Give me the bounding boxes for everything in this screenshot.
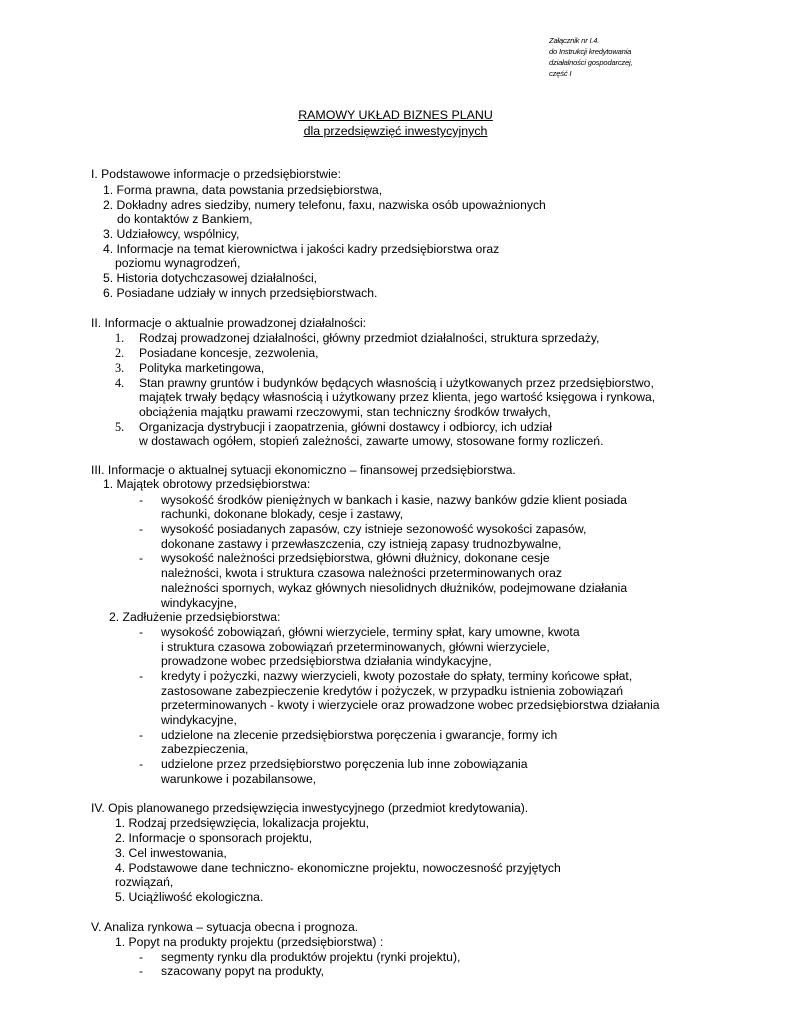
annex-line: część I bbox=[549, 69, 572, 78]
section-heading: V. Analiza rynkowa – sytuacja obecna i prognoza. bbox=[91, 920, 359, 934]
bullet-continuation: należności spornych, wykaz głównych niesolidnych dłużników, podejmowane działania bbox=[161, 581, 628, 595]
section-heading: III. Informacje o aktualnej sytuacji ekonomiczno – finansowej przedsiębiorstwa. bbox=[91, 463, 516, 477]
bullet-continuation: windykacyjne, bbox=[161, 596, 237, 610]
bullet-dash: - bbox=[139, 669, 144, 683]
annex-line: do Instrukcji kredytowania bbox=[549, 47, 632, 56]
bullet-item: segmenty rynku dla produktów projektu (rynki projektu), bbox=[161, 950, 461, 964]
bullet-dash: - bbox=[139, 493, 144, 507]
list-item-continuation: poziomu wynagrodzeń, bbox=[115, 256, 241, 270]
bullet-dash: - bbox=[139, 950, 144, 964]
document-title: RAMOWY UKŁAD BIZNES PLANU bbox=[298, 108, 493, 122]
list-number: 1. bbox=[115, 331, 125, 345]
bullet-item: udzielone przez przedsiębiorstwo poręczenia lub inne zobowiązania bbox=[161, 757, 528, 771]
subsection-heading: 1. Majątek obrotowy przedsiębiorstwa: bbox=[103, 477, 311, 491]
list-item: 5. Historia dotychczasowej działalności, bbox=[103, 271, 318, 285]
list-item-continuation: w dostawach ogółem, stopień zależności, zawarte umowy, stosowane formy rozliczeń. bbox=[139, 434, 604, 448]
bullet-item: wysokość należności przedsiębiorstwa, główni dłużnicy, dokonane cesje bbox=[161, 551, 550, 565]
section-heading: I. Podstawowe informacje o przedsiębiorstwie: bbox=[91, 167, 341, 181]
bullet-continuation: zastosowane zabezpieczenie kredytów i pożyczek, w przypadku istnienia zobowiązań bbox=[161, 684, 624, 698]
list-item: 2. Informacje o sponsorach projektu, bbox=[115, 831, 313, 845]
bullet-continuation: rachunki, dokonane blokady, cesje i zastawy, bbox=[161, 507, 404, 521]
bullet-dash: - bbox=[139, 522, 144, 536]
list-item: Stan prawny gruntów i budynków będących własnością i użytkowanych przez przedsiębiorstwo, bbox=[139, 376, 654, 390]
bullet-item: wysokość zobowiązań, główni wierzyciele, terminy spłat, kary umowne, kwota bbox=[161, 625, 580, 639]
list-number: 2. bbox=[115, 346, 125, 360]
annex-line: działalności gospodarczej, bbox=[549, 58, 633, 67]
list-item-continuation: rozwiązań, bbox=[115, 875, 174, 889]
annex-note bbox=[549, 35, 632, 79]
subsection-heading: 1. Popyt na produkty projektu (przedsiębiorstwa) : bbox=[115, 935, 384, 949]
list-item: Rodzaj prowadzonej działalności, główny przedmiot działalności, struktura sprzedaży, bbox=[139, 331, 600, 345]
bullet-continuation: przeterminowanych - kwoty i wierzyciele oraz prowadzone wobec przedsiębiorstwa działania bbox=[161, 698, 660, 712]
bullet-continuation: dokonane zastawy i przewłaszczenia, czy istnieją zapasy trudnozbywalne, bbox=[161, 537, 562, 551]
bullet-item: udzielone na zlecenie przedsiębiorstwa poręczenia i gwarancje, formy ich bbox=[161, 728, 558, 742]
list-item: 3. Cel inwestowania, bbox=[115, 846, 227, 860]
bullet-continuation: zabezpieczenia, bbox=[161, 742, 249, 756]
list-item: 3. Udziałowcy, wspólnicy, bbox=[103, 227, 240, 241]
document-subtitle: dla przedsięwzięć inwestycyjnych bbox=[303, 124, 488, 138]
section-heading: IV. Opis planowanego przedsięwzięcia inwestycyjnego (przedmiot kredytowania). bbox=[91, 801, 529, 815]
bullet-continuation: warunkowe i pozabilansowe, bbox=[161, 772, 317, 786]
bullet-continuation: i struktura czasowa zobowiązań przeterminowanych, główni wierzyciele, bbox=[161, 640, 550, 654]
list-item: 2. Dokładny adres siedziby, numery telefonu, faxu, nazwiska osób upoważnionych bbox=[103, 198, 546, 212]
list-item-continuation: do kontaktów z Bankiem, bbox=[117, 212, 253, 226]
bullet-continuation: windykacyjne, bbox=[161, 713, 237, 727]
list-item: Posiadane koncesje, zezwolenia, bbox=[139, 346, 319, 360]
section-heading: II. Informacje o aktualnie prowadzonej działalności: bbox=[91, 316, 367, 330]
list-item-continuation: majątek trwały będący własnością i użytkowany przez klienta, jego wartość księgowa i rynkowa, bbox=[139, 390, 656, 404]
list-item: 5. Uciążliwość ekologiczna. bbox=[115, 890, 264, 904]
list-number: 3. bbox=[115, 361, 125, 375]
list-item: 6. Posiadane udziały w innych przedsiębiorstwach. bbox=[103, 286, 378, 300]
list-number: 5. bbox=[115, 420, 125, 434]
bullet-dash: - bbox=[139, 964, 144, 978]
bullet-item: szacowany popyt na produkty, bbox=[161, 964, 325, 978]
list-number: 4. bbox=[115, 376, 125, 390]
list-item: 4. Podstawowe dane techniczno- ekonomiczne projektu, nowoczesność przyjętych bbox=[115, 861, 561, 875]
annex-line: Załącznik nr I.4. bbox=[549, 36, 600, 45]
bullet-dash: - bbox=[139, 728, 144, 742]
bullet-item: wysokość posiadanych zapasów, czy istnieje sezonowość wysokości zapasów, bbox=[161, 522, 587, 536]
bullet-dash: - bbox=[139, 551, 144, 565]
list-item: 1. Rodzaj przedsięwzięcia, lokalizacja projektu, bbox=[115, 816, 370, 830]
list-item: 4. Informacje na temat kierownictwa i jakości kadry przedsiębiorstwa oraz bbox=[103, 242, 500, 256]
list-item-continuation: obciążenia majątku prawami rzeczowymi, stan techniczny środków trwałych, bbox=[139, 405, 551, 419]
bullet-continuation: prowadzone wobec przedsiębiorstwa działania windykacyjne, bbox=[161, 654, 492, 668]
list-item: Polityka marketingowa, bbox=[139, 361, 265, 375]
list-item: 1. Forma prawna, data powstania przedsiębiorstwa, bbox=[103, 183, 383, 197]
subsection-heading: 2. Zadłużenie przedsiębiorstwa: bbox=[109, 610, 281, 624]
bullet-continuation: należności, kwota i struktura czasowa należności przeterminowanych oraz bbox=[161, 566, 563, 580]
bullet-dash: - bbox=[139, 625, 144, 639]
bullet-item: wysokość środków pieniężnych w bankach i kasie, nazwy banków gdzie klient posiada bbox=[161, 493, 628, 507]
bullet-dash: - bbox=[139, 757, 144, 771]
bullet-item: kredyty i pożyczki, nazwy wierzycieli, kwoty pozostałe do spłaty, terminy końcowe spłat, bbox=[161, 669, 633, 683]
list-item: Organizacja dystrybucji i zaopatrzenia, główni dostawcy i odbiorcy, ich udział bbox=[139, 420, 552, 434]
